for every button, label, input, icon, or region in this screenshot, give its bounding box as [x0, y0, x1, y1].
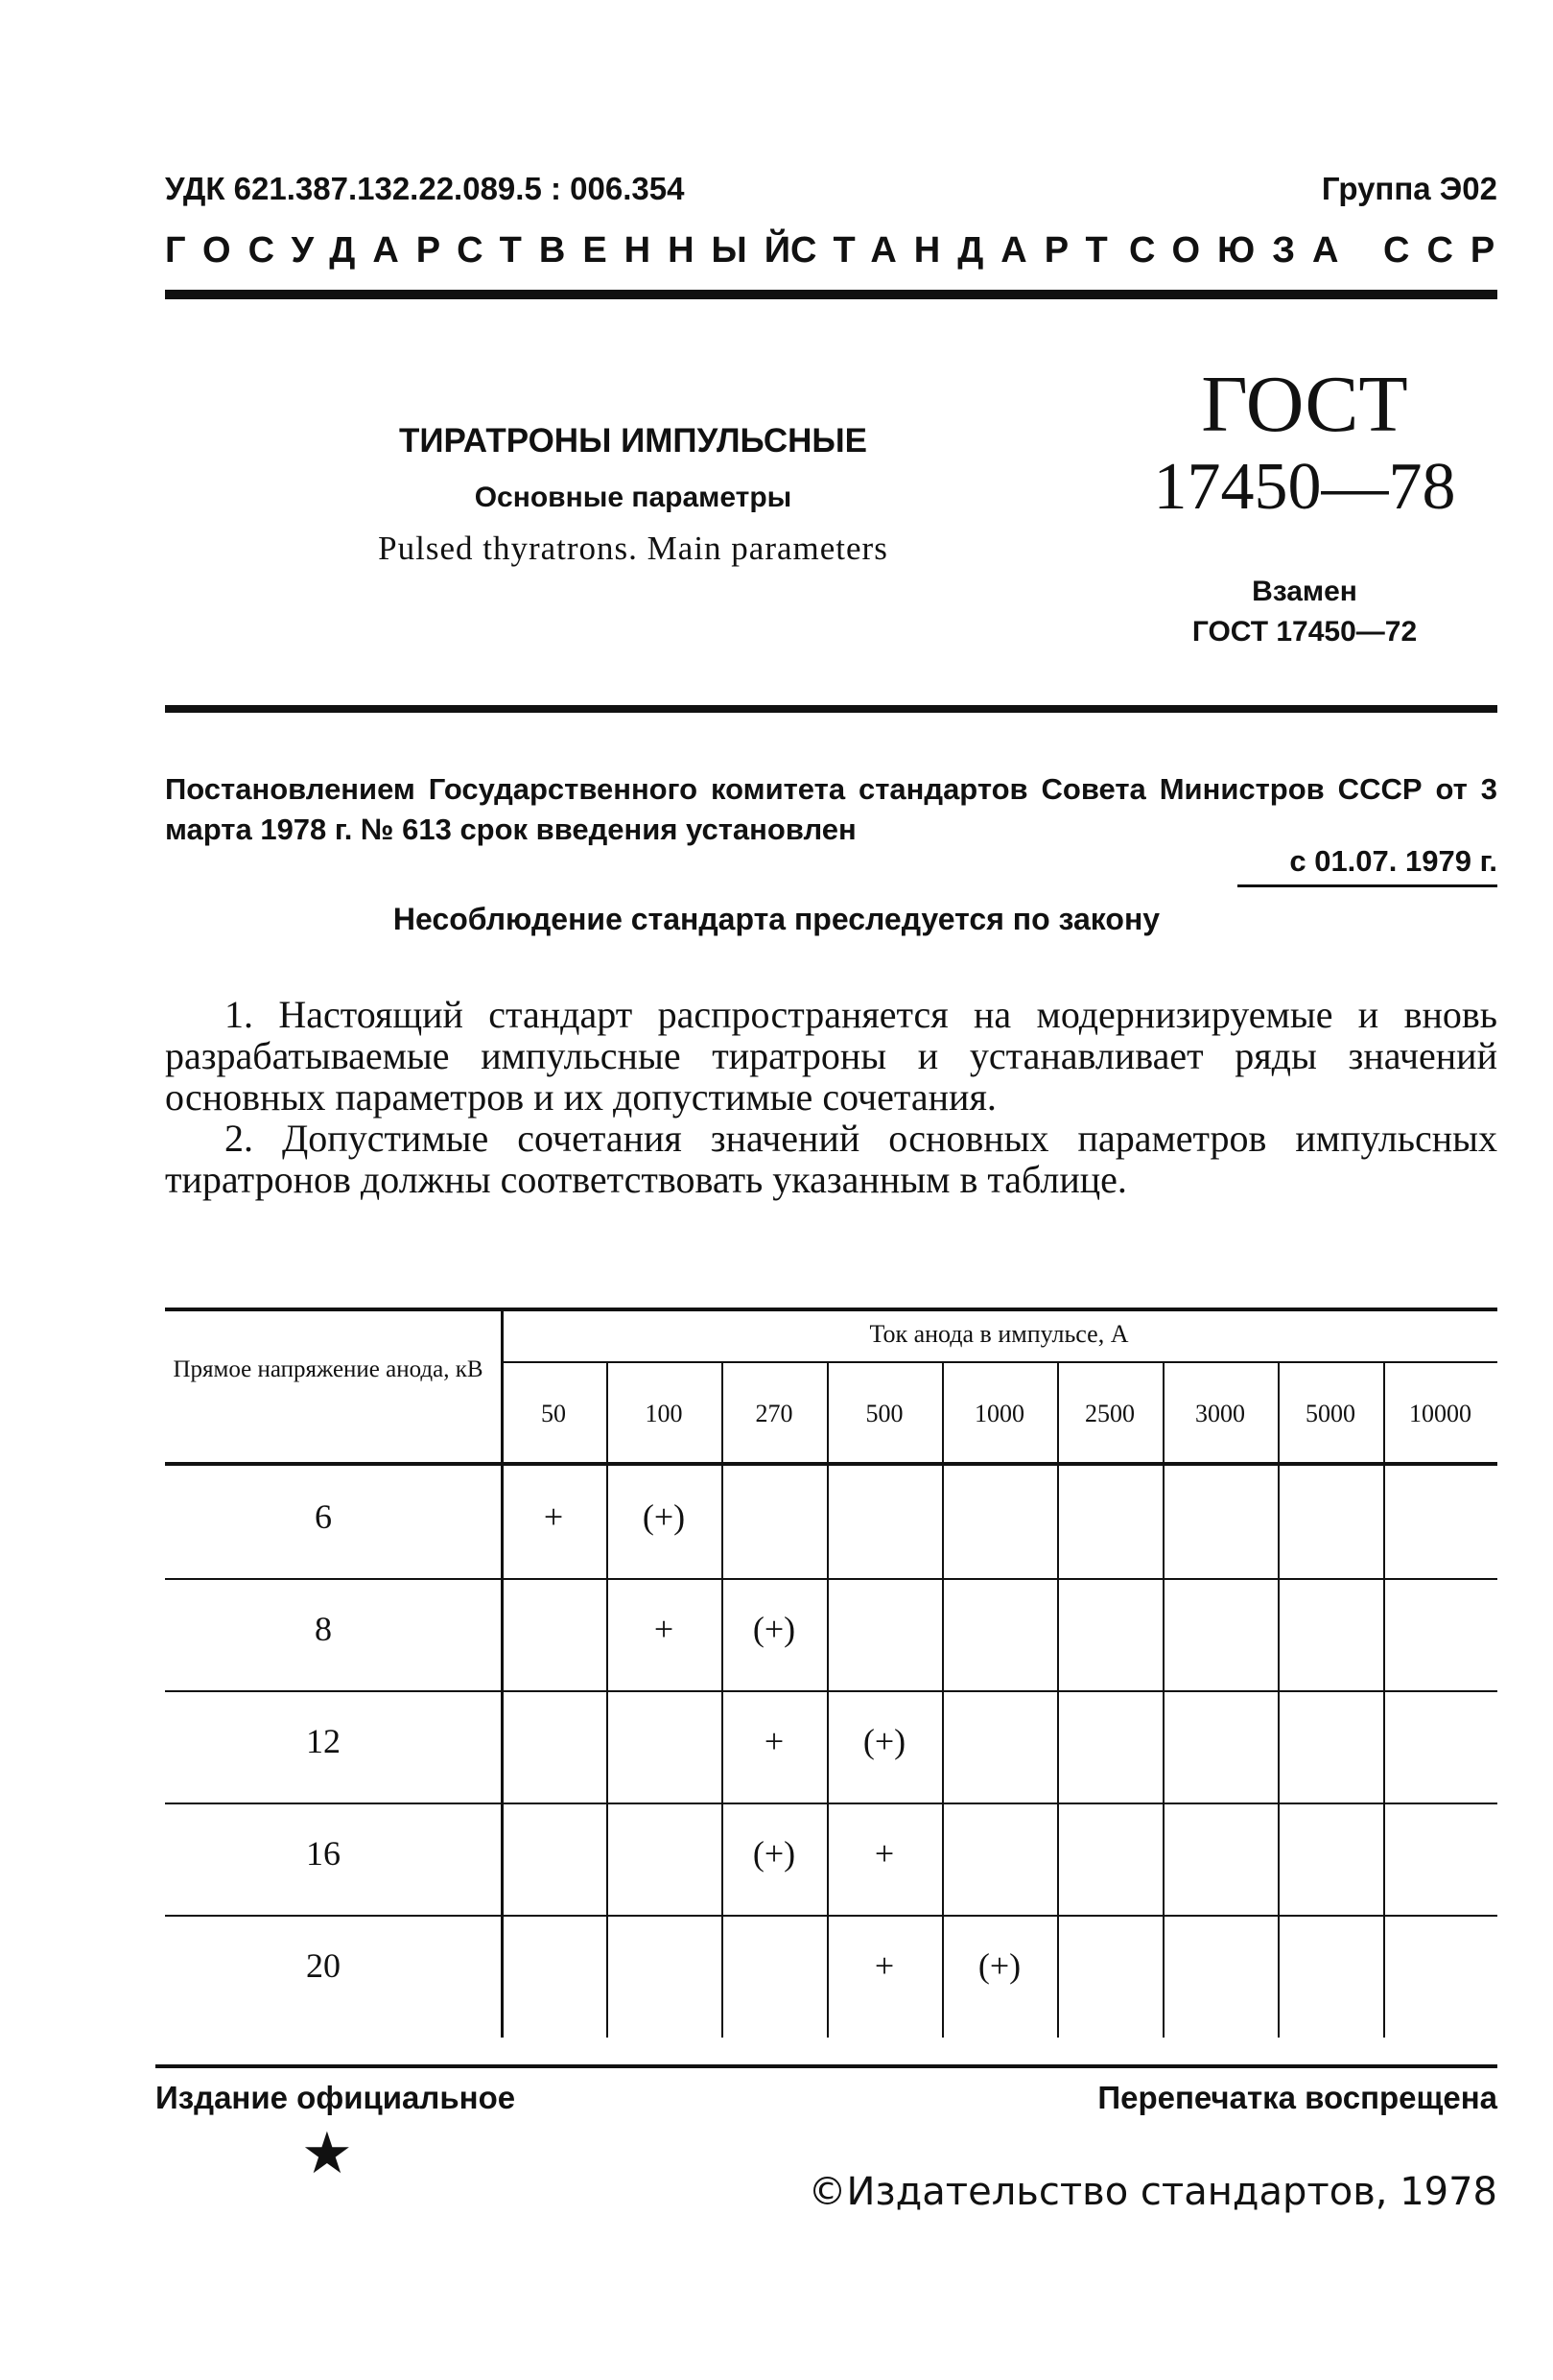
title-en: Pulsed thyratrons. Main parameters — [378, 530, 888, 567]
official-edition: Издание официальное — [155, 2080, 516, 2115]
title-ru: ТИРАТРОНЫ ИМПУЛЬСНЫЕ — [398, 422, 867, 460]
column-header: 2500 — [1085, 1400, 1135, 1427]
legal-warning: Несоблюдение стандарта преследуется по закону — [392, 902, 1161, 936]
state-word-3: СОЮЗА — [1129, 230, 1356, 271]
gost-block — [1122, 360, 1487, 648]
body-text — [165, 994, 1497, 1200]
state-word-4: ССР — [1383, 230, 1513, 271]
voltage-cell: 8 — [315, 1610, 332, 1648]
state-word-2: СТАНДАРТ — [790, 230, 1125, 271]
value-cell: + — [764, 1722, 785, 1760]
column-header: 500 — [865, 1400, 904, 1427]
replaces-label: Взамен — [1252, 576, 1357, 607]
paragraph-1: 1. Настоящий стандарт распространяется на модернизируемые и вновь разрабатываемые импульсные тиратроны и устанавливает ряды значений основных параметров и их допустимые сочетания. — [165, 993, 1497, 1119]
value-cell: (+) — [862, 1722, 906, 1760]
column-group-header: Ток анода в импульсе, А — [869, 1320, 1129, 1348]
column-header: 50 — [541, 1400, 566, 1427]
title-block — [288, 422, 978, 568]
voltage-cell: 6 — [315, 1497, 332, 1536]
replaces-standard: ГОСТ 17450—72 — [1191, 616, 1418, 648]
column-header: 100 — [645, 1400, 683, 1427]
star-icon: ★ — [301, 2120, 353, 2187]
header-rule — [165, 290, 1497, 299]
column-header: 5000 — [1306, 1400, 1355, 1427]
voltage-cell: 20 — [306, 1946, 341, 1985]
row-header: Прямое напряжение анода, кВ — [173, 1356, 483, 1382]
state-word-1: ГОСУДАРСТВЕННЫЙ — [165, 230, 809, 271]
value-cell: (+) — [642, 1497, 686, 1536]
gost-label: ГОСТ — [1201, 360, 1408, 449]
effective-date: с 01.07. 1979 г. — [1289, 844, 1497, 878]
title-rule — [165, 705, 1497, 713]
udk-code: УДК 621.387.132.22.089.5 : 006.354 — [165, 171, 685, 206]
decree-text: Постановлением Государственного комитета стандартов Совета Министров СССР от 3 марта 1978 г. № 613 срок введения установлен — [165, 772, 1497, 846]
reprint-prohibited: Перепечатка воспрещена — [1097, 2080, 1497, 2115]
column-header: 10000 — [1409, 1400, 1471, 1427]
value-cell: + — [653, 1610, 674, 1648]
value-cell: + — [874, 1946, 895, 1985]
value-cell: + — [543, 1497, 564, 1536]
column-header: 1000 — [975, 1400, 1024, 1427]
value-cell: + — [874, 1834, 895, 1873]
voltage-cell: 12 — [306, 1722, 341, 1760]
value-cell: (+) — [752, 1834, 796, 1873]
value-cell: (+) — [977, 1946, 1022, 1985]
column-header: 270 — [755, 1400, 793, 1427]
value-cell: (+) — [752, 1610, 796, 1648]
gost-number: 17450—78 — [1153, 450, 1456, 524]
footer-rule — [155, 2064, 1497, 2068]
paragraph-2: 2. Допустимые сочетания значений основных параметров импульсных тиратронов должны соответствовать указанным в таблице. — [165, 1117, 1497, 1201]
voltage-cell: 16 — [306, 1834, 341, 1873]
parameters-table — [165, 1308, 1497, 2038]
copyright: ©Издательство стандартов, 1978 — [808, 2170, 1497, 2214]
group-code: Группа Э02 — [1321, 171, 1497, 206]
subtitle-ru: Основные параметры — [474, 482, 792, 513]
effective-date-underline — [1237, 884, 1497, 887]
column-header: 3000 — [1195, 1400, 1245, 1427]
